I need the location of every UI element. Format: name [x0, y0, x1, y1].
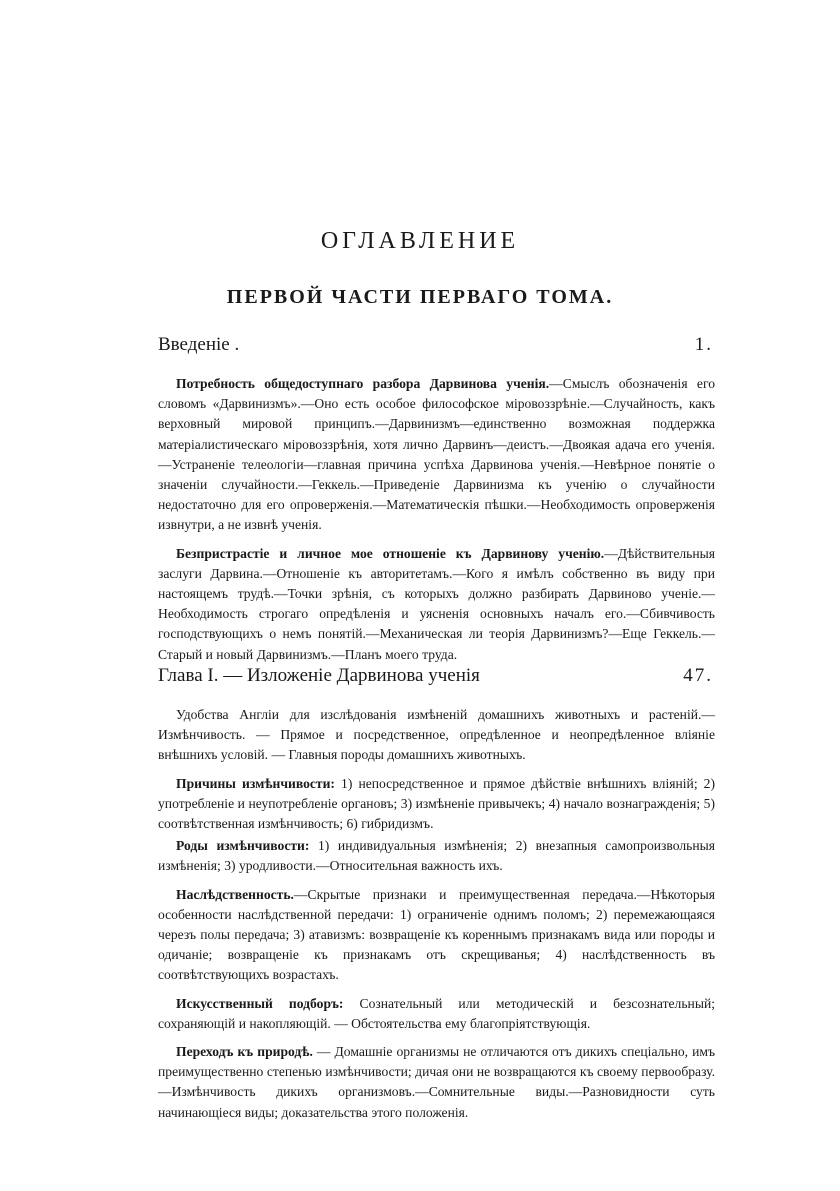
paragraph-lead: Роды измѣнчивости: — [176, 838, 310, 854]
paragraph-lead: Наслѣдственность. — [176, 886, 294, 902]
summary-paragraph — [158, 374, 715, 536]
toc-entry-chapter-1 — [158, 665, 713, 687]
summary-paragraph — [158, 994, 715, 1034]
page-subtitle: ПЕРВОЙ ЧАСТИ ПЕРВАГО ТОМА. — [226, 286, 614, 308]
paragraph-lead: Потребность общедоступнаго разбора Дарвинова ученія. — [176, 376, 550, 391]
paragraph-text: Удобства Англіи для изслѣдованія измѣненій домашнихъ животныхъ и растеній.—Измѣнчивость. — Прямое и посредственное, опредѣленное и неопредѣленное вліяніе внѣшнихъ условій. — Главныя породы домашнихъ животныхъ. — [158, 707, 715, 763]
paragraph-text: 1) непосредственное и прямое дѣйствіе внѣшнихъ вліяній; 2) употребленіе и неупотребленіе органовъ; 3) измѣненіе привычекъ; 4) начало вознагражденія; 5) соотвѣтственная измѣнчивость; 6) гибридизмъ. — [158, 775, 716, 832]
paragraph-lead: Переходъ къ природѣ. — [176, 1044, 313, 1060]
paragraph-text: — Домашніе организмы не отличаются отъ дикихъ спеціально, имъ преимущественно степенью измѣнчивости; дичая они не возвращаются къ своему первообразу.—Измѣнчивость дикихъ организмовъ.—Сомнительные виды.—Разновидности суть начинающіеся виды; доказательства этого положенія. — [158, 1044, 715, 1120]
summary-paragraph — [158, 705, 715, 766]
paragraph-text: —Смыслъ обозначенія его словомъ «Дарвинизмъ».—Оно есть особое философское міровоззрѣніе.—Случайность, какъ верховный мировой принципъ.—Дарвинизмъ—единственно возможная поддержка матеріалистическаго міровоззрѣнія, хотя лично Дарвинъ—деистъ.—Двоякая адача его ученія.—Устраненіе телеологіи—главная причина успѣха Дарвинова ученія.—Невѣрное понятіе о значеніи случайности.—Геккель.—Приведеніе Дарвинизма къ ученію о случайности недостаточно для его опроверженія.—Математическія пѣшки.—Необходимость опроверженія извнутри, а не извнѣ ученія. — [158, 376, 715, 533]
toc-entry-introduction — [158, 334, 713, 356]
paragraph-text: —Дѣйствительныя заслуги Дарвина.—Отношеніе къ авторитетамъ.—Кого я имѣлъ собственно въ виду при настоящемъ трудѣ.—Точки зрѣнія, съ которыхъ должно разбирать Дарвиново ученіе.—Необходимость строгаго опредѣленія и уясненія основныхъ началъ его.—Сбивчивость господствующихъ о немъ понятій.—Механическая ли теорія Дарвинизмъ?—Еще Геккель.—Старый и новый Дарвинизмъ.—Планъ моего труда. — [158, 545, 715, 662]
summary-paragraph — [158, 885, 715, 986]
page-title: ОГЛАВЛЕНИЕ — [320, 228, 520, 254]
paragraph-lead: Причины измѣнчивости: — [176, 775, 335, 791]
summary-paragraph — [158, 836, 715, 876]
summary-paragraph — [158, 1042, 715, 1123]
toc-entry-page: 47. — [683, 665, 713, 686]
toc-entry-heading: Глава I. — Изложеніе Дарвинова ученія — [158, 665, 480, 686]
toc-summary-introduction — [158, 374, 715, 673]
paragraph-lead: Искусственный подборъ: — [176, 995, 344, 1011]
paragraph-text: —Скрытые признаки и преимущественная передача.—Нѣкоторыя особенности наслѣдственной передачи: 1) ограниченіе однимъ поломъ; 2) перемежающаяся черезъ полы передача; 3) атавизмъ: возвращеніе къ кореннымъ признакамъ вида или породы и одичаніе; возвращеніе къ признакамъ отъ скрещиванья; 4) наслѣдственность въ соотвѣтствующихъ возрастахъ. — [158, 886, 715, 983]
toc-entry-page: 1. — [694, 334, 713, 355]
summary-paragraph — [158, 544, 715, 665]
summary-paragraph — [158, 774, 715, 835]
paragraph-text: Сознательный или методическій и безсознательный; сохраняющій и накопляющій. — Обстоятельства ему благопріятствующія. — [158, 995, 716, 1031]
paragraph-text: 1) индивидуальныя измѣненія; 2) внезапныя самопроизвольныя измѣненія; 3) уродливости.—Относительная важность ихъ. — [158, 838, 715, 874]
paragraph-lead: Безпристрастіе и личное мое отношеніе къ Дарвинову ученію. — [176, 545, 605, 561]
toc-entry-heading: Введеніе . — [158, 334, 240, 355]
toc-summary-chapter-1 — [158, 705, 715, 1131]
